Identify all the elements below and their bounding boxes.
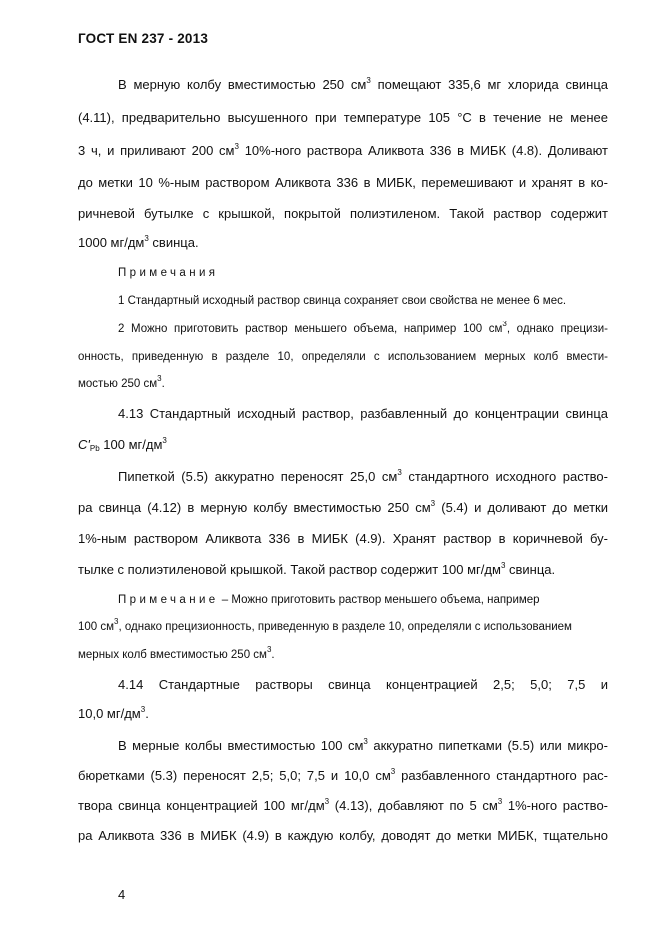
note-item: 1 Стандартный исходный раствор свинца сохраняет свои свойства не менее 6 мес. [118, 295, 567, 307]
note-item: Примечание – Можно приготовить раствор меньшего объема, например [118, 594, 540, 606]
paragraph-line: твора свинца концентрацией 100 $мг/дм^3$ (4.13), добавляют по 5 $см^3$ 1%-ного раство- [78, 798, 608, 813]
paragraph-line: 3 ч, и приливают 200 $см^3$ 10%-ного раствора Аликвота 336 в МИБК (4.8). Доливают [78, 143, 608, 158]
paragraph-line: (4.11), предварительно высушенного при температуре 105 °С в течение не менее [78, 110, 608, 125]
paragraph-line: В мерные колбы вместимостью 100 $см^3$ аккуратно пипетками (5.5) или микро- [118, 738, 608, 753]
page-number: 4 [118, 887, 126, 902]
note-heading: Примечания [118, 267, 219, 279]
paragraph-line: Пипеткой (5.5) аккуратно переносят 25,0 $см^3$ стандартного исходного раство- [118, 469, 608, 484]
section-title: 4.14 Стандартные растворы свинца концентрацией 2,5; 5,0; 7,5 и [118, 677, 608, 692]
note-item: онность, приведенную в разделе 10, определяли с использованием мерных колб вмести- [78, 351, 608, 363]
paragraph-line: до метки 10 %-ным раствором Аликвота 336 в МИБК, перемешивают и хранят в ко- [78, 175, 608, 190]
note-item: 100 $см^3$, однако прецизионность, приведенную в разделе 10, определяли с использованием [78, 617, 572, 633]
paragraph-line: ра Аликвота 336 в МИБК (4.9) в каждую колбу, доводят до метки МИБК, тщательно [78, 828, 608, 843]
note-item: мостью 250 $см^3$. [78, 374, 165, 390]
note-heading: Примечание [118, 594, 219, 606]
paragraph-line: В мерную колбу вместимостью 250 $см^3$ помещают 335,6 мг хлорида свинца [118, 77, 608, 92]
standard-header: ГОСТ EN 237 - 2013 [78, 31, 209, 46]
section-title: 10,0 $мг/дм^3$. [78, 705, 149, 721]
paragraph-line: ричневой бутылке с крышкой, покрытой полиэтиленом. Такой раствор содержит [78, 206, 608, 221]
paragraph-line: 1000 $мг/дм^3$ свинца. [78, 234, 199, 250]
section-title: 4.13 Стандартный исходный раствор, разбавленный до концентрации свинца [118, 406, 608, 421]
section-title-formula: $C'_{Pb}$ 100 $мг/дм^3$ [78, 436, 167, 453]
paragraph-line: 1%-ным раствором Аликвота 336 в МИБК (4.9). Хранят раствор в коричневой бу- [78, 531, 608, 546]
note-item: 2 Можно приготовить раствор меньшего объема, например 100 $см^3$, однако прецизи- [118, 321, 608, 335]
paragraph-line: ра свинца (4.12) в мерную колбу вместимостью 250 $см^3$ (5.4) и доливают до метки [78, 500, 608, 515]
paragraph-line: тылке с полиэтиленовой крышкой. Такой раствор содержит 100 $мг/дм^3$ свинца. [78, 561, 556, 577]
paragraph-line: бюретками (5.3) переносят 2,5; 5,0; 7,5 и 10,0 $см^3$ разбавленного стандартного рас- [78, 768, 608, 783]
note-item: мерных колб вместимостью 250 $см^3$. [78, 645, 275, 661]
